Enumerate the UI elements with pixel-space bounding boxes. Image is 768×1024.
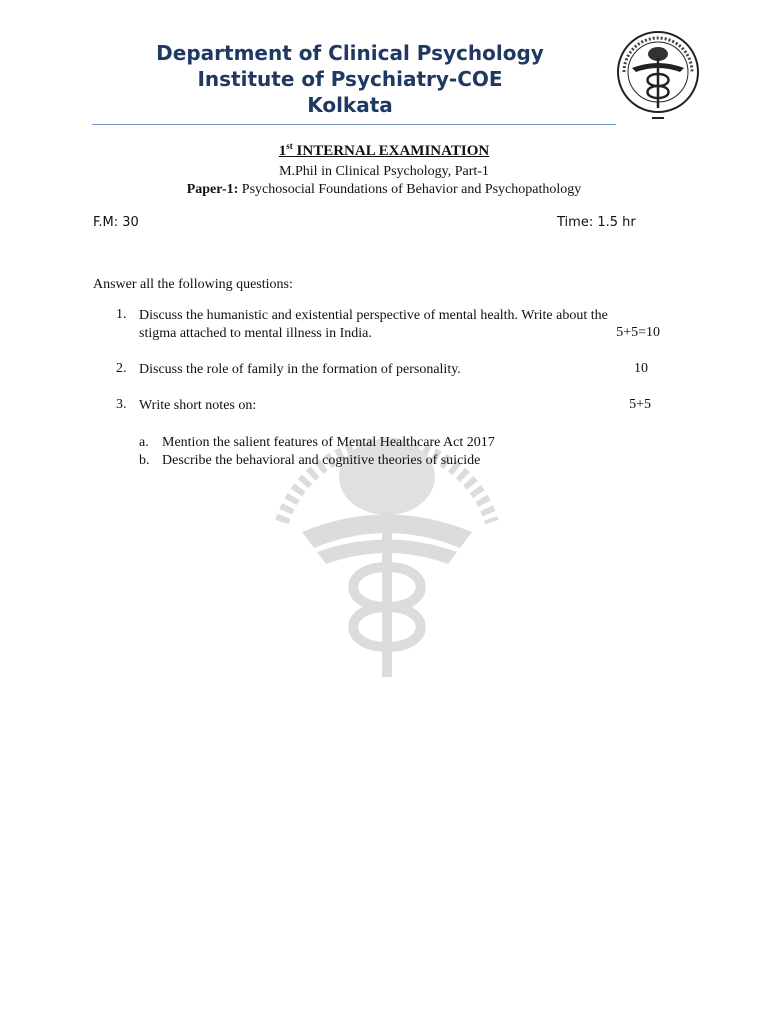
subitem-b-text: Describe the behavioral and cognitive theories of suicide xyxy=(162,453,481,468)
question-2-number: 2. xyxy=(116,361,127,376)
city-title: Kolkata xyxy=(307,93,393,117)
exam-ordinal-suffix: st xyxy=(286,141,293,151)
exam-ordinal-number: 1 xyxy=(278,143,287,159)
paper-title: Psychosocial Foundations of Behavior and Psychopathology xyxy=(238,182,582,197)
letterhead xyxy=(90,40,610,118)
question-1-number: 1. xyxy=(116,307,127,322)
question-1-marks: 5+5=10 xyxy=(616,325,660,340)
question-1-text-line2: stigma attached to mental illness in India. xyxy=(139,326,372,341)
exam-title xyxy=(0,143,768,160)
subitem-b-label: b. xyxy=(139,453,150,468)
question-2-marks: 10 xyxy=(634,361,648,376)
exam-title-text: INTERNAL EXAMINATION xyxy=(292,143,490,159)
question-3-text: Write short notes on: xyxy=(139,398,257,413)
institute-logo-icon xyxy=(614,28,702,124)
institute-title: Institute of Psychiatry-COE xyxy=(197,67,503,91)
full-marks: F.M: 30 xyxy=(93,215,139,230)
paper-line xyxy=(0,182,768,198)
exam-time: Time: 1.5 hr xyxy=(557,215,636,230)
question-3-number: 3. xyxy=(116,397,127,412)
subitem-a-label: a. xyxy=(139,435,149,450)
question-1-text-line1: Discuss the humanistic and existential perspective of mental health. Write about the xyxy=(139,308,608,323)
question-2-text: Discuss the role of family in the formation of personality. xyxy=(139,362,461,377)
subitem-a-text: Mention the salient features of Mental Healthcare Act 2017 xyxy=(162,435,495,450)
department-title: Department of Clinical Psychology xyxy=(156,41,544,65)
instructions: Answer all the following questions: xyxy=(93,277,293,292)
course-name: M.Phil in Clinical Psychology, Part-1 xyxy=(279,164,489,179)
paper-label: Paper-1: xyxy=(186,182,239,197)
header-divider xyxy=(92,124,616,125)
question-3-marks: 5+5 xyxy=(629,397,651,412)
